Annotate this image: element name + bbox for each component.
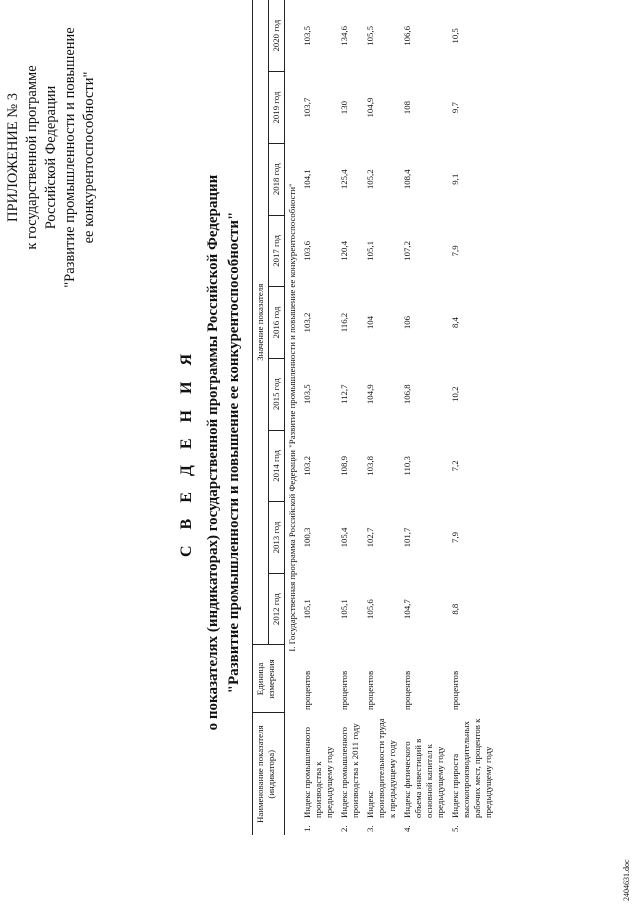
value-cell: 105,1 (365, 241, 375, 261)
value-cell: 103,8 (365, 455, 375, 476)
value-cell: 104,7 (402, 599, 412, 620)
unit-cell: процентов (339, 670, 349, 710)
value-cell: 108 (402, 100, 412, 115)
value-cell: 107,2 (402, 241, 412, 261)
indicator-name: Индекс физического объема инвестиций в основной капитал к предыдущему году (402, 738, 445, 818)
indicator-name: Индекс промышленного производства к 2011 году (339, 723, 360, 818)
value-cell: 105,5 (365, 25, 375, 46)
value-cell: 102,7 (365, 527, 375, 548)
value-cell: 112,7 (339, 384, 349, 404)
value-cell: 106,6 (402, 25, 412, 46)
table-row (448, 0, 496, 835)
row-number: 3. (365, 825, 375, 832)
document-filename: 2404631.doc (622, 859, 631, 901)
value-cell: 104,1 (302, 169, 312, 190)
value-cell: 104,9 (365, 384, 375, 405)
value-cell: 8,4 (450, 317, 460, 329)
value-cell: 105,1 (339, 599, 349, 620)
value-cell: 104 (365, 315, 375, 330)
row-number: 4. (402, 825, 412, 832)
value-cell: 9,1 (450, 173, 460, 185)
section-heading: I. Государственная программа Российской Федерации "Развитие промышленности и повышение ее конкурентоспособности" (287, 183, 297, 652)
value-cell: 105,4 (339, 527, 349, 548)
value-cell: 108,9 (339, 455, 349, 476)
value-cell: 110,3 (402, 456, 412, 476)
appendix-title: ПРИЛОЖЕНИЕ № 3 (5, 93, 21, 222)
header-year: 2020 год (269, 0, 285, 72)
header-year: 2017 год (269, 215, 285, 287)
appendix-line: Российской Федерации (43, 85, 59, 230)
program-name: "Развитие промышленности и повышение ее конкурентоспособности" (226, 211, 242, 694)
row-number: 5. (450, 825, 460, 832)
appendix-line: к государственной программе (24, 65, 40, 250)
header-year: 2012 год (269, 573, 285, 645)
appendix-block (4, 0, 99, 315)
value-cell: 7,9 (450, 245, 460, 257)
value-cell: 103,2 (302, 312, 312, 333)
value-cell: 100,3 (302, 527, 312, 548)
value-cell: 8,8 (450, 603, 460, 615)
value-cell: 103,5 (302, 25, 312, 46)
document-subtitle: о показателях (индикаторах) государственной программы Российской Федерации (205, 174, 221, 731)
value-cell: 10,5 (450, 28, 460, 44)
value-cell: 105,6 (365, 599, 375, 620)
indicator-name: Индекс производительности труда к предыдущему году (365, 718, 397, 818)
table-row (300, 0, 337, 835)
table-row (400, 0, 448, 835)
value-cell: 7,9 (450, 532, 460, 544)
value-cell: 104,9 (365, 97, 375, 118)
value-cell: 105,1 (302, 599, 312, 620)
appendix-line: ее конкурентоспособности" (81, 71, 97, 244)
header-year: 2019 год (269, 72, 285, 144)
row-number: 2. (339, 825, 349, 832)
value-cell: 130 (339, 100, 349, 115)
header-values: Значение показателя (253, 0, 269, 645)
value-cell: 120,4 (339, 241, 349, 261)
table-row (337, 0, 363, 835)
unit-cell: процентов (450, 670, 460, 710)
header-year: 2018 год (269, 143, 285, 215)
unit-cell: процентов (302, 670, 312, 710)
indicator-name: Индекс прироста высокопроизводительных рабочих мест, процентов к предыдущему году (450, 718, 493, 818)
value-cell: 7,2 (450, 460, 460, 472)
header-unit: Единица измерения (253, 645, 285, 713)
value-cell: 10,2 (450, 386, 460, 402)
row-number: 1. (302, 825, 312, 832)
value-cell: 106 (402, 315, 412, 330)
appendix-line: "Развитие промышленности и повышение (62, 27, 78, 288)
value-cell: 103,7 (302, 97, 312, 118)
header-indicator-name: Наименование показателя (индикатора) (253, 713, 285, 835)
value-cell: 103,5 (302, 384, 312, 405)
value-cell: 105,2 (365, 169, 375, 190)
document-title: С В Е Д Е Н И Я (178, 347, 195, 558)
value-cell: 9,7 (450, 102, 460, 114)
table-row (363, 0, 400, 835)
unit-cell: процентов (365, 670, 375, 710)
indicator-name: Индекс промышленного производства к предыдущему году (302, 726, 334, 818)
value-cell: 125,4 (339, 169, 349, 190)
value-cell: 103,2 (302, 455, 312, 476)
value-cell: 108,4 (402, 169, 412, 190)
value-cell: 116,2 (339, 312, 349, 333)
header-year: 2016 год (269, 287, 285, 359)
indicators-table (252, 0, 496, 835)
unit-cell: процентов (402, 670, 412, 710)
value-cell: 103,6 (302, 241, 312, 261)
value-cell: 134,6 (339, 25, 349, 46)
value-cell: 101,7 (402, 527, 412, 548)
header-year: 2015 год (269, 358, 285, 430)
header-year: 2014 год (269, 430, 285, 502)
value-cell: 106,8 (402, 384, 412, 405)
header-year: 2013 год (269, 502, 285, 574)
